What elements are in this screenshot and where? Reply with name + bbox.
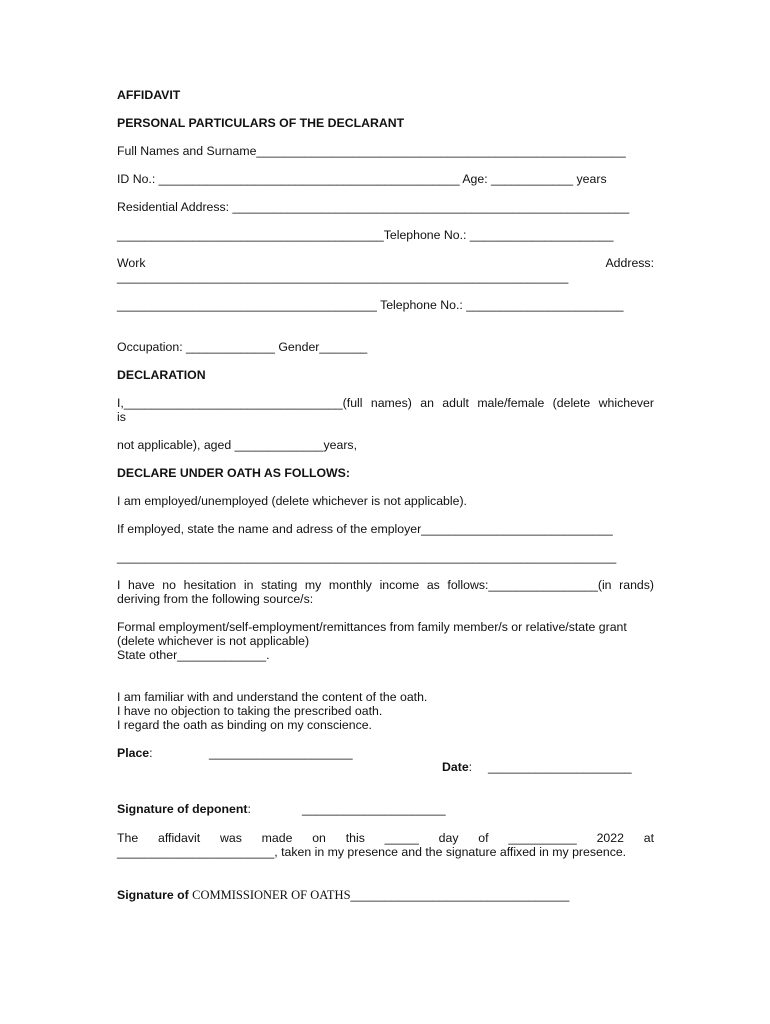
- address-label: Address:: [605, 256, 654, 270]
- declaration-line-2: not applicable), aged _____________years,: [117, 438, 357, 452]
- commissioner-signature-label: Signature of: [117, 888, 189, 902]
- section-heading-personal: PERSONAL PARTICULARS OF THE DECLARANT: [117, 116, 405, 130]
- section-heading-declaration: DECLARATION: [117, 368, 206, 382]
- affidavit-made-line-2: _______________________, taken in my presence and the signature affixed in my presence.: [117, 845, 627, 859]
- section-heading-oath: DECLARE UNDER OATH AS FOLLOWS:: [117, 466, 350, 480]
- date-field[interactable]: _____________________: [488, 760, 632, 774]
- deponent-signature-label-row: [117, 802, 251, 816]
- deponent-signature-label: Signature of deponent: [117, 802, 248, 816]
- declaration-line-1b: is: [117, 410, 126, 424]
- commissioner-signature-field[interactable]: ________________________________: [350, 888, 570, 902]
- commissioner-signature-row: [117, 888, 569, 902]
- place-label: Place: [117, 746, 150, 760]
- date-label: Date: [442, 760, 469, 774]
- income-sources-line-2: (delete whichever is not applicable): [117, 634, 310, 648]
- document-title: AFFIDAVIT: [117, 88, 181, 102]
- full-names-field[interactable]: Full Names and Surname______________________________________________________: [117, 144, 626, 158]
- residential-telephone-field[interactable]: _______________________________________Telephone No.: _____________________: [117, 228, 614, 242]
- declaration-line-1: I,________________________________(full names) an adult male/female (delete whichever: [117, 396, 654, 410]
- place-field[interactable]: _____________________: [209, 746, 353, 760]
- work-label: Work: [117, 256, 146, 270]
- affidavit-made-line-1: The affidavit was made on this _____ day of __________ 2022 at: [117, 831, 654, 845]
- income-sources-line-1: Formal employment/self-employment/remittances from family member/s or relative/state grant: [117, 620, 627, 634]
- work-address-field[interactable]: __________________________________________________________________: [117, 270, 569, 284]
- work-telephone-field[interactable]: ______________________________________ Telephone No.: _______________________: [117, 298, 624, 312]
- oath-statement-2: I have no objection to taking the prescribed oath.: [117, 704, 383, 718]
- date-colon: :: [468, 760, 473, 774]
- place-label-row: [117, 746, 153, 760]
- oath-statement-3: I regard the oath as binding on my conscience.: [117, 718, 372, 732]
- income-line-1: I have no hesitation in stating my monthly income as follows:________________(in rands): [117, 578, 654, 592]
- income-line-2: deriving from the following source/s:: [117, 592, 314, 606]
- oath-statement-1: I am familiar with and understand the content of the oath.: [117, 690, 428, 704]
- place-colon: :: [149, 746, 153, 760]
- date-label-row: [442, 760, 472, 774]
- id-age-field[interactable]: ID No.: ____________________________________________ Age: ____________ years: [117, 172, 607, 186]
- residential-address-field[interactable]: Residential Address: __________________________________________________________: [117, 200, 630, 214]
- work-address-row: [117, 256, 654, 270]
- commissioner-title: COMMISSIONER OF OATHS: [192, 888, 351, 902]
- income-sources-line-3: State other_____________.: [117, 648, 270, 662]
- employment-status: I am employed/unemployed (delete whichever is not applicable).: [117, 494, 467, 508]
- employer-field[interactable]: If employed, state the name and adress of the employer____________________________: [117, 522, 613, 536]
- employer-field-line-2[interactable]: _________________________________________________________________________: [117, 550, 617, 564]
- occupation-gender-field[interactable]: Occupation: _____________ Gender_______: [117, 340, 368, 354]
- deponent-signature-colon: :: [247, 802, 251, 816]
- deponent-signature-field[interactable]: _____________________: [302, 802, 446, 816]
